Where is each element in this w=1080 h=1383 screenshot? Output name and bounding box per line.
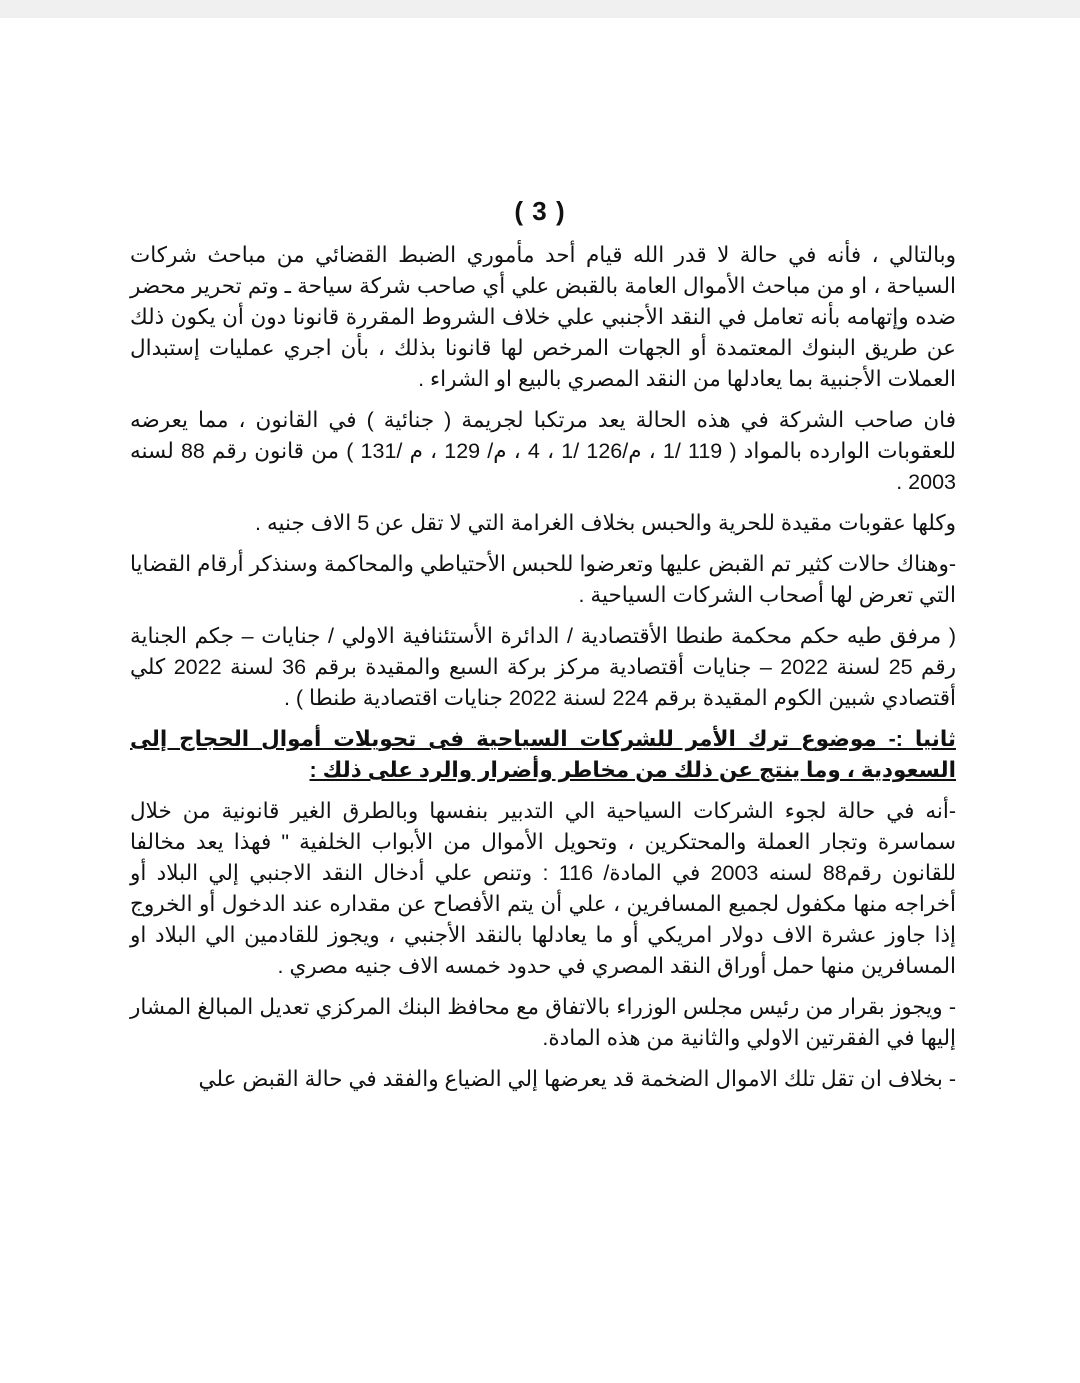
paragraph-penalty-summary: وكلها عقوبات مقيدة للحرية والحبس بخلاف الغرامة التي لا تقل عن 5 الاف جنيه . <box>255 511 956 535</box>
paragraph-arrest-scenario: وبالتالي ، فأنه في حالة لا قدر الله قيام أحد مأموري الضبط القضائي من مباحث شركات السياحة ، او من مباحث الأموال العامة بالقبض علي أي صاحب شركة سياحة ـ وتم تحرير محضر ضده وإتهامه بأنه تعامل في النقد الأجنبي علي خلاف الشروط المقررة قانونا دون أن يكون ذلك عن طريق البنوك المعتمدة أو الجهات المرخص لها قانونا بذلك ، بأن اجري عمليات إستبدال العملات الأجنبية بما يعادلها من النقد المصري بالبيع او الشراء . <box>130 243 956 391</box>
paragraph-court-ruling: ( مرفق طيه حكم محكمة طنطا الأقتصادية / الدائرة الأستئنافية الاولي / جنايات – جكم الجناية رقم 25 لسنة 2022 – جنايات أقتصادية مركز بركة السبع والمقيدة برقم 36 لسنة 2022 كلي أقتصادي شبين الكوم المقيدة برقم 224 لسنة 2022 جنايات اقتصادية طنطا ) . <box>130 624 956 710</box>
paragraph-loss-risk: - بخلاف ان تقل تلك الاموال الضخمة قد يعرضها إلي الضياع والفقد في حالة القبض علي <box>198 1067 956 1091</box>
paragraph-illegal-transfers: -أنه في حالة لجوء الشركات السياحية الي التدبير بنفسها وبالطرق الغير قانونية من خلال سماسرة وتجار العملة والمحتكرين ، وتحويل الأموال من الأبواب الخلفية " فهذا يعد مخالفا للقانون رقم88 لسنه 2003 في المادة/ 116 : وتنص علي أدخال النقد الاجنبي إلي البلاد أو أخراجه منها مكفول لجميع المسافرين ، علي أن يتم الأفصاح عن مقداره عند الدخول أو الخروج إذا جاوز عشرة الاف دولار امريكي أو ما يعادلها بالنقد الأجنبي ، ويجوز للقادمين الي البلاد او المسافرين منها حمل أوراق النقد المصري في حدود خمسه الاف جنيه مصري . <box>130 799 957 978</box>
page-number: ( 3 ) <box>514 196 566 226</box>
paragraph-arrest-cases: -وهناك حالات كثير تم القبض عليها وتعرضوا للحبس الأحتياطي والمحاكمة وسنذكر أرقام القضايا التي تعرض لها أصحاب الشركات السياحية . <box>130 552 956 607</box>
paragraph-pm-decree: - ويجوز بقرار من رئيس مجلس الوزراء بالاتفاق مع محافظ البنك المركزي تعديل المبالغ المشار إليها في الفقرتين الاولي والثانية من هذه المادة. <box>130 995 956 1050</box>
paragraph-penalties-articles: فان صاحب الشركة في هذه الحالة يعد مرتكبا لجريمة ( جنائية ) في القانون ، مما يعرضه للعقوبات الوارده بالمواد ( 119 /1 ، م/126 /1 ، 4 ، م/ 129 ، م /131 ) من قانون رقم 88 لسنه 2003 . <box>130 408 956 494</box>
section-heading-second: ثانيا :- موضوع ترك الأمر للشركات السياحية فى تحويلات أموال الحجاج إلى السعودية ، وما ينتج عن ذلك من مخاطر وأضرار والرد على ذلك : <box>130 727 956 782</box>
document-body <box>130 240 956 1105</box>
top-strip <box>0 0 1080 18</box>
